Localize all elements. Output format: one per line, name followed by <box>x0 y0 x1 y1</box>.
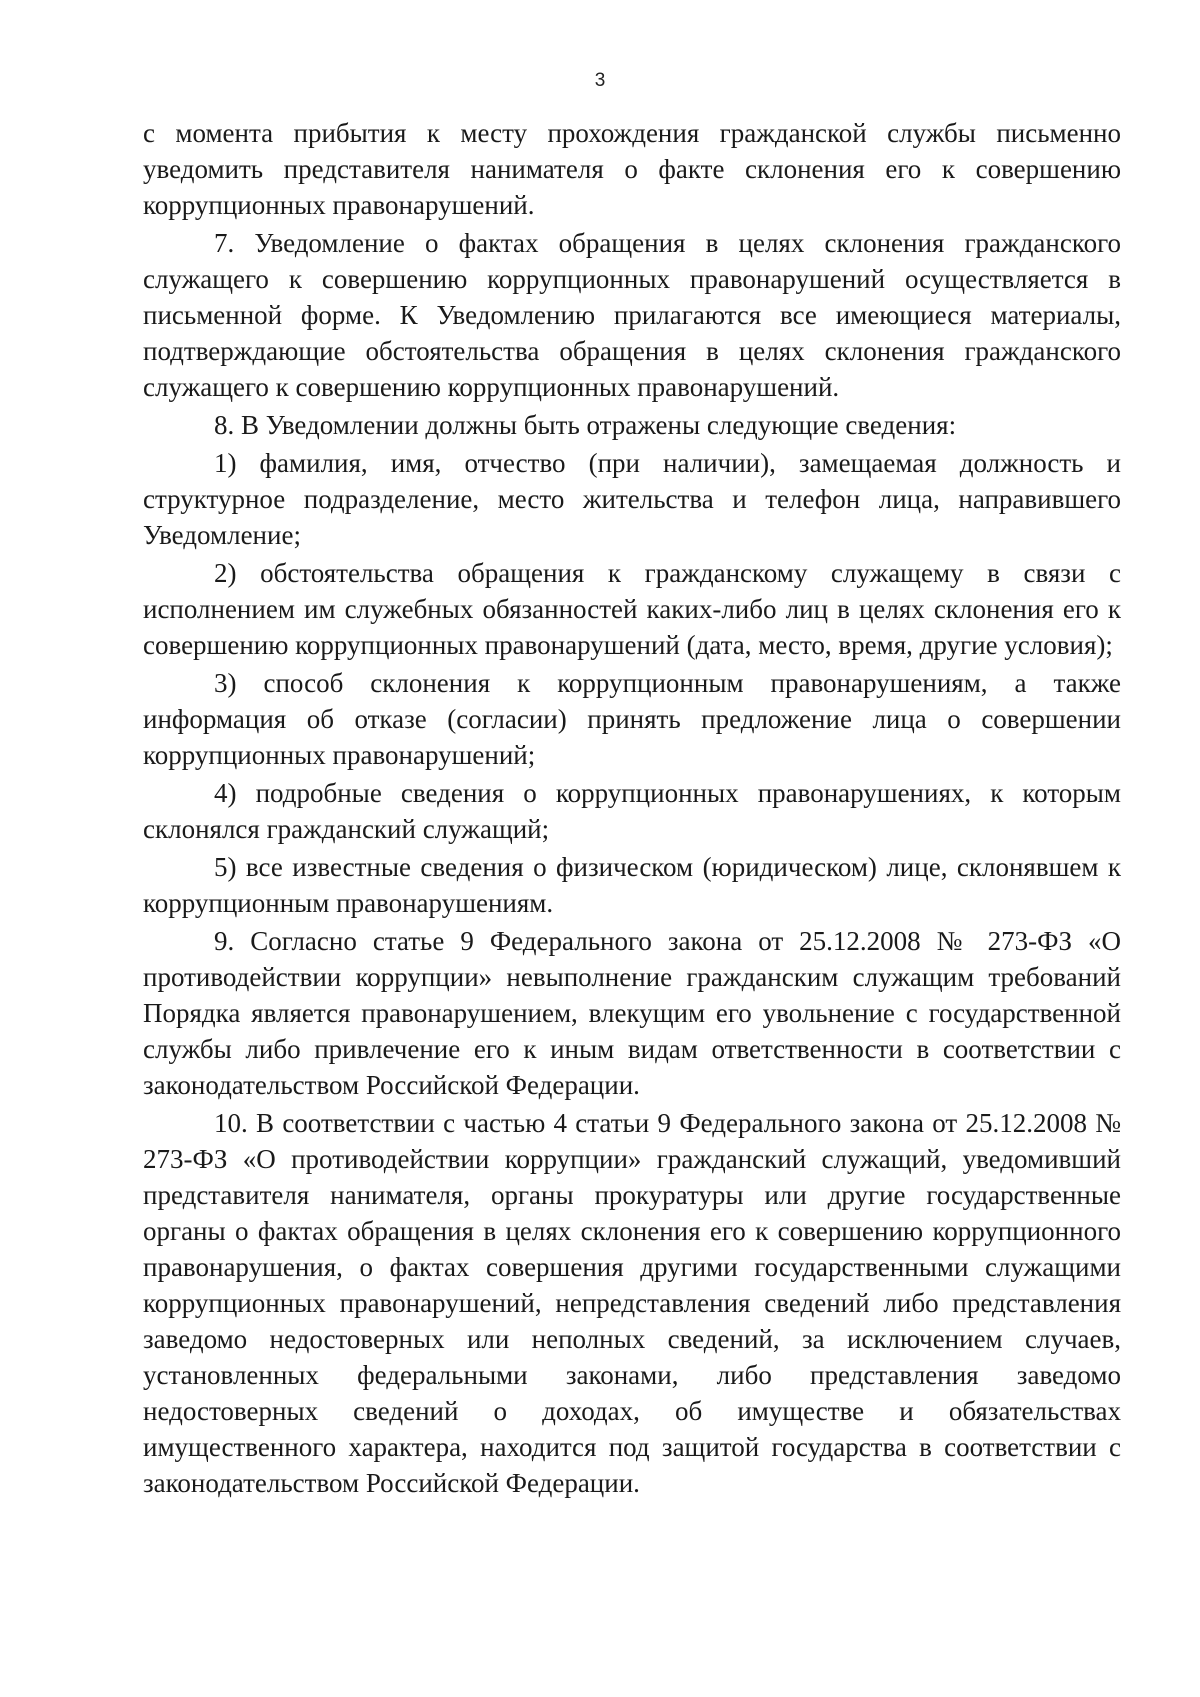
list-item-5: 5) все известные сведения о физическом (юридическом) лице, склонявшем к коррупционным правонарушениям. <box>143 852 1121 918</box>
paragraph-8: 8. В Уведомлении должны быть отражены следующие сведения: <box>214 410 957 440</box>
document-body <box>143 115 1121 1503</box>
paragraph-continuation: с момента прибытия к месту прохождения гражданской службы письменно уведомить представителя нанимателя о факте склонения его к совершению коррупционных правонарушений. <box>143 118 1121 220</box>
list-item-1: 1) фамилия, имя, отчество (при наличии), замещаемая должность и структурное подразделение, место жительства и телефон лица, направившего Уведомление; <box>143 448 1121 550</box>
paragraph-7: 7. Уведомление о фактах обращения в целях склонения гражданского служащего к совершению коррупционных правонарушений осуществляется в письменной форме. К Уведомлению прилагаются все имеющиеся материалы, подтверждающие обстоятельства обращения в целях склонения гражданского служащего к совершению коррупционных правонарушений. <box>143 228 1121 402</box>
paragraph-10: 10. В соответствии с частью 4 статьи 9 Федерального закона от 25.12.2008 № 273-ФЗ «О противодействии коррупции» гражданский служащий, уведомивший представителя нанимателя, органы прокуратуры или другие государственные органы о фактах обращения в целях склонения его к совершению коррупционного правонарушения, о фактах совершения другими государственными служащими коррупционных правонарушений, непредставления сведений либо представления заведомо недостоверных или неполных сведений, за исключением случаев, установленных федеральными законами, либо представления заведомо недостоверных сведений о доходах, об имуществе и обязательствах имущественного характера, находится под защитой государства в соответствии с законодательством Российской Федерации. <box>143 1108 1121 1498</box>
list-item-2: 2) обстоятельства обращения к гражданскому служащему в связи с исполнением им служебных обязанностей каких-либо лиц в целях склонения его к совершению коррупционных правонарушений (дата, место, время, другие условия); <box>143 558 1121 660</box>
list-item-4: 4) подробные сведения о коррупционных правонарушениях, к которым склонялся гражданский служащий; <box>143 778 1121 844</box>
list-item-3: 3) способ склонения к коррупционным правонарушениям, а также информация об отказе (согласии) принять предложение лица о совершении коррупционных правонарушений; <box>143 668 1121 770</box>
paragraph-9: 9. Согласно статье 9 Федерального закона от 25.12.2008 № 273-ФЗ «О противодействии коррупции» невыполнение гражданским служащим требований Порядка является правонарушением, влекущим его увольнение с государственной службы либо привлечение его к иным видам ответственности в соответствии с законодательством Российской Федерации. <box>143 926 1121 1100</box>
page-number: 3 <box>594 70 606 91</box>
